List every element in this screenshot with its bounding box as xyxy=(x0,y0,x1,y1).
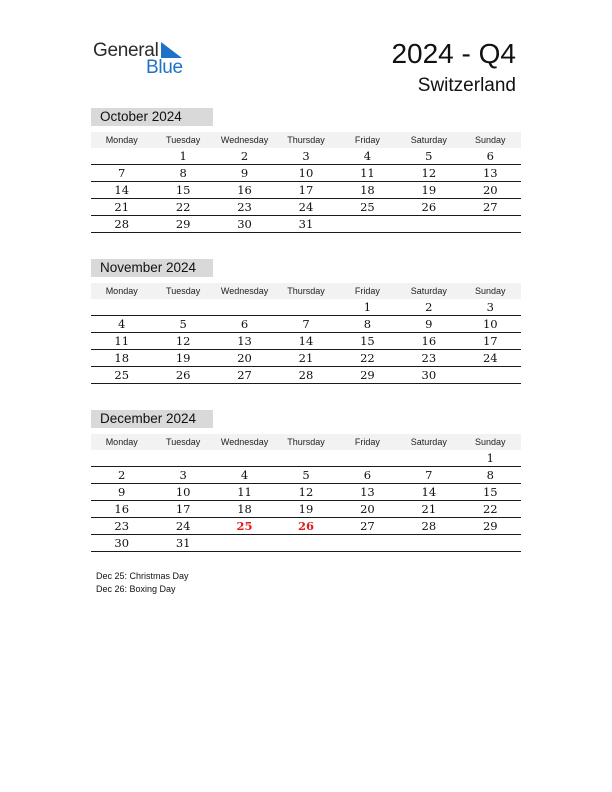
empty-day-cell xyxy=(214,450,275,467)
empty-day-cell xyxy=(460,216,521,233)
day-cell: 7 xyxy=(398,467,459,484)
empty-day-cell xyxy=(275,450,336,467)
week-row xyxy=(91,316,521,333)
day-cell: 2 xyxy=(214,148,275,165)
day-cell: 9 xyxy=(214,165,275,182)
day-cell: 4 xyxy=(337,148,398,165)
empty-day-cell xyxy=(398,216,459,233)
weekday-label: Saturday xyxy=(398,132,459,148)
day-cell: 1 xyxy=(460,450,521,467)
empty-day-cell xyxy=(91,148,152,165)
empty-day-cell xyxy=(214,535,275,552)
day-cell: 8 xyxy=(152,165,213,182)
day-cell: 24 xyxy=(275,199,336,216)
weekday-label: Wednesday xyxy=(214,434,275,450)
week-row xyxy=(91,467,521,484)
day-cell: 15 xyxy=(152,182,213,199)
day-cell: 13 xyxy=(460,165,521,182)
day-cell: 4 xyxy=(91,316,152,333)
weekday-label: Tuesday xyxy=(152,434,213,450)
empty-day-cell xyxy=(275,535,336,552)
day-cell: 24 xyxy=(152,518,213,535)
day-cell: 20 xyxy=(214,350,275,367)
weekday-label: Saturday xyxy=(398,434,459,450)
day-cell: 30 xyxy=(214,216,275,233)
day-cell: 22 xyxy=(460,501,521,518)
day-cell: 23 xyxy=(91,518,152,535)
day-cell: 1 xyxy=(337,299,398,316)
weekday-label: Tuesday xyxy=(152,132,213,148)
day-cell: 1 xyxy=(152,148,213,165)
day-cell: 21 xyxy=(91,199,152,216)
weekday-label: Thursday xyxy=(275,132,336,148)
empty-day-cell xyxy=(91,450,152,467)
day-cell: 12 xyxy=(152,333,213,350)
day-cell: 19 xyxy=(152,350,213,367)
country-name: Switzerland xyxy=(417,75,516,96)
weekday-label: Friday xyxy=(337,132,398,148)
empty-day-cell xyxy=(398,535,459,552)
day-cell: 11 xyxy=(214,484,275,501)
day-cell: 4 xyxy=(214,467,275,484)
day-cell: 10 xyxy=(275,165,336,182)
week-row xyxy=(91,450,521,467)
day-cell: 17 xyxy=(152,501,213,518)
week-row xyxy=(91,501,521,518)
day-cell: 12 xyxy=(398,165,459,182)
day-cell: 13 xyxy=(337,484,398,501)
day-cell: 6 xyxy=(214,316,275,333)
day-cell: 5 xyxy=(152,316,213,333)
month-title: December 2024 xyxy=(91,410,213,428)
empty-day-cell xyxy=(275,299,336,316)
day-cell: 14 xyxy=(275,333,336,350)
day-cell: 18 xyxy=(214,501,275,518)
quarter-title: 2024 - Q4 xyxy=(391,38,516,69)
week-row xyxy=(91,148,521,165)
empty-day-cell xyxy=(152,299,213,316)
day-cell: 29 xyxy=(460,518,521,535)
calendar-table xyxy=(91,283,521,384)
week-row xyxy=(91,333,521,350)
day-cell: 31 xyxy=(152,535,213,552)
day-cell: 23 xyxy=(214,199,275,216)
day-cell: 22 xyxy=(337,350,398,367)
empty-day-cell xyxy=(460,367,521,384)
day-cell: 6 xyxy=(460,148,521,165)
weekday-header-row xyxy=(91,132,521,148)
day-cell: 10 xyxy=(460,316,521,333)
day-cell: 6 xyxy=(337,467,398,484)
month-november xyxy=(91,259,521,384)
weekday-label: Friday xyxy=(337,283,398,299)
day-cell: 3 xyxy=(152,467,213,484)
day-cell: 28 xyxy=(275,367,336,384)
weekday-label: Monday xyxy=(91,283,152,299)
day-cell: 5 xyxy=(275,467,336,484)
day-cell: 15 xyxy=(337,333,398,350)
day-cell: 16 xyxy=(214,182,275,199)
weekday-header-row xyxy=(91,434,521,450)
day-cell: 26 xyxy=(152,367,213,384)
weekday-label: Sunday xyxy=(460,283,521,299)
day-cell: 30 xyxy=(398,367,459,384)
calendar-table xyxy=(91,434,521,552)
logo-text-blue: Blue xyxy=(146,57,183,78)
weekday-label: Monday xyxy=(91,132,152,148)
weekday-label: Sunday xyxy=(460,434,521,450)
holiday-day-cell: 25 xyxy=(214,518,275,535)
weekday-header-row xyxy=(91,283,521,299)
day-cell: 22 xyxy=(152,199,213,216)
weekday-label: Saturday xyxy=(398,283,459,299)
day-cell: 19 xyxy=(275,501,336,518)
empty-day-cell xyxy=(398,450,459,467)
day-cell: 28 xyxy=(91,216,152,233)
empty-day-cell xyxy=(337,450,398,467)
weekday-label: Wednesday xyxy=(214,283,275,299)
weekday-label: Monday xyxy=(91,434,152,450)
day-cell: 17 xyxy=(275,182,336,199)
month-october xyxy=(91,108,521,233)
day-cell: 2 xyxy=(91,467,152,484)
day-cell: 2 xyxy=(398,299,459,316)
day-cell: 29 xyxy=(152,216,213,233)
week-row xyxy=(91,199,521,216)
day-cell: 3 xyxy=(275,148,336,165)
day-cell: 11 xyxy=(337,165,398,182)
day-cell: 27 xyxy=(337,518,398,535)
weekday-label: Thursday xyxy=(275,434,336,450)
week-row xyxy=(91,367,521,384)
empty-day-cell xyxy=(152,450,213,467)
day-cell: 27 xyxy=(460,199,521,216)
day-cell: 30 xyxy=(91,535,152,552)
day-cell: 21 xyxy=(275,350,336,367)
day-cell: 16 xyxy=(398,333,459,350)
weekday-label: Tuesday xyxy=(152,283,213,299)
day-cell: 7 xyxy=(275,316,336,333)
day-cell: 20 xyxy=(460,182,521,199)
week-row xyxy=(91,535,521,552)
day-cell: 27 xyxy=(214,367,275,384)
month-december xyxy=(91,410,521,552)
weekday-label: Thursday xyxy=(275,283,336,299)
day-cell: 7 xyxy=(91,165,152,182)
day-cell: 25 xyxy=(337,199,398,216)
day-cell: 10 xyxy=(152,484,213,501)
day-cell: 18 xyxy=(91,350,152,367)
logo-text-general: General xyxy=(93,40,159,61)
day-cell: 20 xyxy=(337,501,398,518)
day-cell: 28 xyxy=(398,518,459,535)
holiday-notes xyxy=(96,570,189,596)
empty-day-cell xyxy=(337,216,398,233)
month-title: November 2024 xyxy=(91,259,213,277)
week-row xyxy=(91,165,521,182)
day-cell: 17 xyxy=(460,333,521,350)
day-cell: 9 xyxy=(398,316,459,333)
weekday-label: Sunday xyxy=(460,132,521,148)
day-cell: 16 xyxy=(91,501,152,518)
week-row xyxy=(91,484,521,501)
day-cell: 14 xyxy=(398,484,459,501)
day-cell: 26 xyxy=(398,199,459,216)
day-cell: 21 xyxy=(398,501,459,518)
weekday-label: Wednesday xyxy=(214,132,275,148)
empty-day-cell xyxy=(214,299,275,316)
day-cell: 24 xyxy=(460,350,521,367)
week-row xyxy=(91,182,521,199)
generalblue-logo xyxy=(93,40,193,80)
week-row xyxy=(91,350,521,367)
day-cell: 8 xyxy=(337,316,398,333)
day-cell: 13 xyxy=(214,333,275,350)
day-cell: 25 xyxy=(91,367,152,384)
day-cell: 11 xyxy=(91,333,152,350)
week-row xyxy=(91,299,521,316)
week-row xyxy=(91,216,521,233)
day-cell: 9 xyxy=(91,484,152,501)
holiday-note: Dec 25: Christmas Day xyxy=(96,571,189,581)
day-cell: 14 xyxy=(91,182,152,199)
month-title: October 2024 xyxy=(91,108,213,126)
day-cell: 31 xyxy=(275,216,336,233)
day-cell: 5 xyxy=(398,148,459,165)
empty-day-cell xyxy=(337,535,398,552)
empty-day-cell xyxy=(460,535,521,552)
day-cell: 19 xyxy=(398,182,459,199)
day-cell: 3 xyxy=(460,299,521,316)
day-cell: 23 xyxy=(398,350,459,367)
holiday-day-cell: 26 xyxy=(275,518,336,535)
day-cell: 12 xyxy=(275,484,336,501)
day-cell: 18 xyxy=(337,182,398,199)
empty-day-cell xyxy=(91,299,152,316)
holiday-note: Dec 26: Boxing Day xyxy=(96,584,176,594)
week-row xyxy=(91,518,521,535)
day-cell: 29 xyxy=(337,367,398,384)
weekday-label: Friday xyxy=(337,434,398,450)
day-cell: 8 xyxy=(460,467,521,484)
calendar-table xyxy=(91,132,521,233)
day-cell: 15 xyxy=(460,484,521,501)
